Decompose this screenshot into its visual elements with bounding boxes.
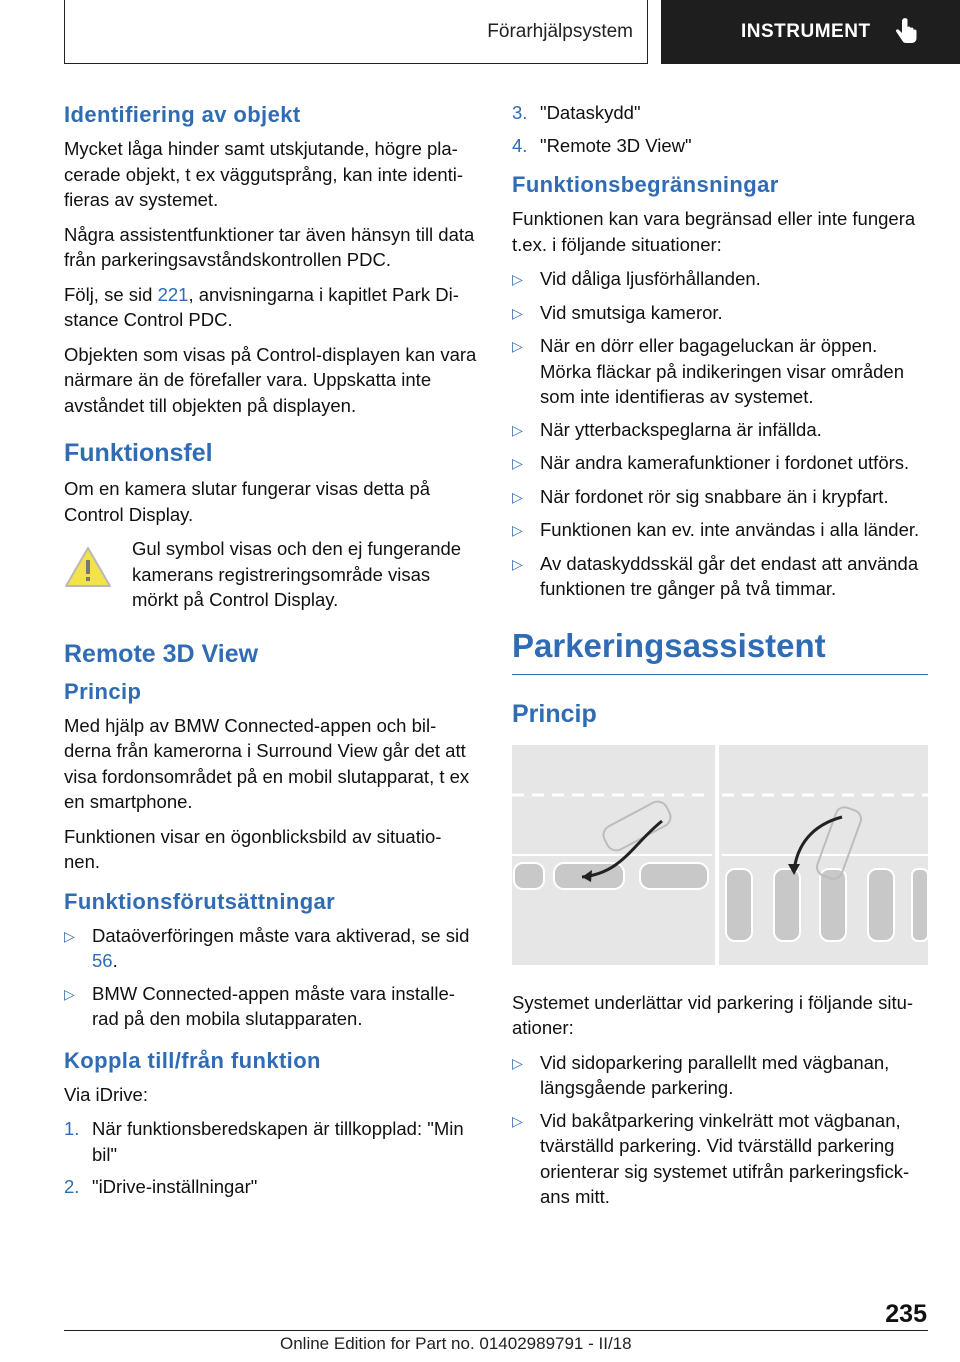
right-column (512, 100, 928, 1217)
paragraph: Systemet underlättar vid parkering i följande situ- ationer: (512, 991, 914, 1038)
list-item-text: När fordonet rör sig snabbare än i krypfart. (540, 485, 889, 507)
heading-prerequisites: Funktionsförutsättningar (64, 888, 336, 914)
bullet-icon: ▷ (512, 455, 523, 471)
header-section-label: Förarhjälpsystem (487, 20, 633, 42)
footer-divider (64, 1330, 928, 1331)
parking-situations-list (512, 1050, 928, 1210)
paragraph: Några assistentfunktioner tar även hänsyn till data från parkeringsavståndskontrollen PDC. (64, 223, 475, 270)
heading-toggle-function: Koppla till/från funktion (64, 1047, 321, 1073)
header-chapter-tab (661, 0, 960, 64)
list-item (512, 300, 928, 327)
paragraph: Med hjälp av BMW Connected-appen och bil- derna från kamerorna i Surround View går det att visa fordonsområdet på en mobil slutapparat, t ex en smartphone. (64, 714, 470, 812)
list-item-text: Vid dåliga ljusförhållanden. (540, 268, 761, 289)
warning-note (64, 536, 480, 613)
list-item-text: När andra kamerafunktioner i fordonet utförs. (540, 452, 910, 473)
heading-principle: Princip (64, 678, 142, 704)
heading-identification: Identifiering av objekt (64, 102, 301, 127)
paragraph: Funktionen visar en ögonblicksbild av situatio- nen. (64, 825, 442, 872)
list-item (512, 1050, 928, 1101)
page-link-221[interactable]: 221 (157, 283, 189, 305)
heading-malfunction: Funktionsfel (64, 439, 213, 467)
page-number: 235 (885, 1300, 927, 1328)
list-item-text: Vid sidoparkering parallellt med vägbanan, längsgående parkering. (540, 1051, 890, 1098)
bullet-icon: ▷ (64, 985, 75, 1002)
divider (512, 674, 928, 675)
heading-principle-parking: Princip (512, 699, 597, 728)
list-item (512, 417, 928, 444)
list-item: 1. När funktionsberedskapen är tillkopplad: "Min bil" (64, 1118, 464, 1165)
paragraph: Följ, se sid 221, anvisningarna i kapitlet Park Di- stance Control PDC. (64, 283, 459, 330)
header-section-tab (64, 0, 648, 64)
parking-illustration (512, 745, 928, 965)
list-item: 4. "Remote 3D View" (512, 134, 692, 156)
paragraph: Om en kamera slutar fungerar visas detta på Control Display. (64, 478, 431, 525)
bullet-icon: ▷ (512, 421, 523, 438)
page-link-56[interactable]: 56 (92, 950, 113, 971)
left-column (64, 100, 480, 1207)
header-chapter-label: INSTRUMENT (741, 21, 871, 42)
list-item (512, 450, 928, 477)
list-item: ▷ Dataöverföringen måste vara aktiverad, se sid 56. (64, 923, 480, 974)
footer-edition: Online Edition for Part no. 01402989791 - II/18 (280, 1334, 632, 1353)
list-item-text: Av dataskyddsskäl går det endast att använda funktionen tre gånger på två timmar. (540, 552, 919, 599)
list-item (512, 551, 928, 602)
paragraph: Objekten som visas på Control-displayen kan vara närmare än de förefaller vara. Uppskatta inte avståndet till objekten på displayen. (64, 343, 477, 416)
touch-hand-icon (893, 17, 919, 47)
bullet-icon: ▷ (512, 522, 523, 538)
paragraph: Funktionen kan vara begränsad eller inte fungera t.ex. i följande situationer: (512, 208, 916, 255)
heading-limitations: Funktionsbegränsningar (512, 172, 779, 197)
bullet-icon: ▷ (512, 1054, 523, 1071)
list-item-text: Vid smutsiga kameror. (540, 301, 723, 323)
warning-text: Gul symbol visas och den ej fungerande kamerans registreringsområde visas mörkt på Control Display. (132, 538, 462, 610)
list-item: 3. "Dataskydd" (512, 102, 641, 123)
heading-remote-3d-view: Remote 3D View (64, 639, 259, 668)
bullet-icon: ▷ (64, 927, 75, 944)
list-item-text: Vid bakåtparkering vinkelrätt mot vägbanan, tvärställd parkering. Vid tvärställd parkering orienterar sig systemet utifrån parkeringsfick- ans mitt. (540, 1109, 910, 1207)
bullet-icon: ▷ (512, 555, 523, 572)
bullet-icon: ▷ (512, 1112, 523, 1129)
list-item-text: Funktionen kan ev. inte användas i alla länder. (540, 519, 920, 540)
bullet-icon: ▷ (512, 338, 523, 354)
list-item (512, 1108, 928, 1210)
list-item (512, 517, 928, 544)
list-item: ▷ BMW Connected-appen måste vara installe- rad på den mobila slutapparaten. (64, 981, 480, 1032)
bullet-icon: ▷ (512, 271, 523, 287)
limitations-list (512, 266, 928, 602)
bullet-icon: ▷ (512, 304, 523, 321)
bullet-icon: ▷ (512, 488, 523, 505)
list-item (512, 333, 928, 410)
list-item-text: När en dörr eller bagageluckan är öppen. Mörka fläckar på indikeringen visar områden som inte identifieras av systemet. (540, 335, 905, 407)
list-item (512, 266, 928, 293)
list-item: 2. "iDrive-inställningar" (64, 1176, 258, 1197)
list-item-text: När ytterbackspeglarna är infällda. (540, 418, 822, 440)
warning-triangle-icon (64, 546, 112, 588)
heading-parking-assistant: Parkeringsassistent (512, 626, 826, 664)
paragraph: Via iDrive: (64, 1083, 148, 1105)
list-item (512, 484, 928, 511)
paragraph: Mycket låga hinder samt utskjutande, högre pla- cerade objekt, t ex väggutsprång, kan inte identi- fieras av systemet. (64, 138, 464, 210)
